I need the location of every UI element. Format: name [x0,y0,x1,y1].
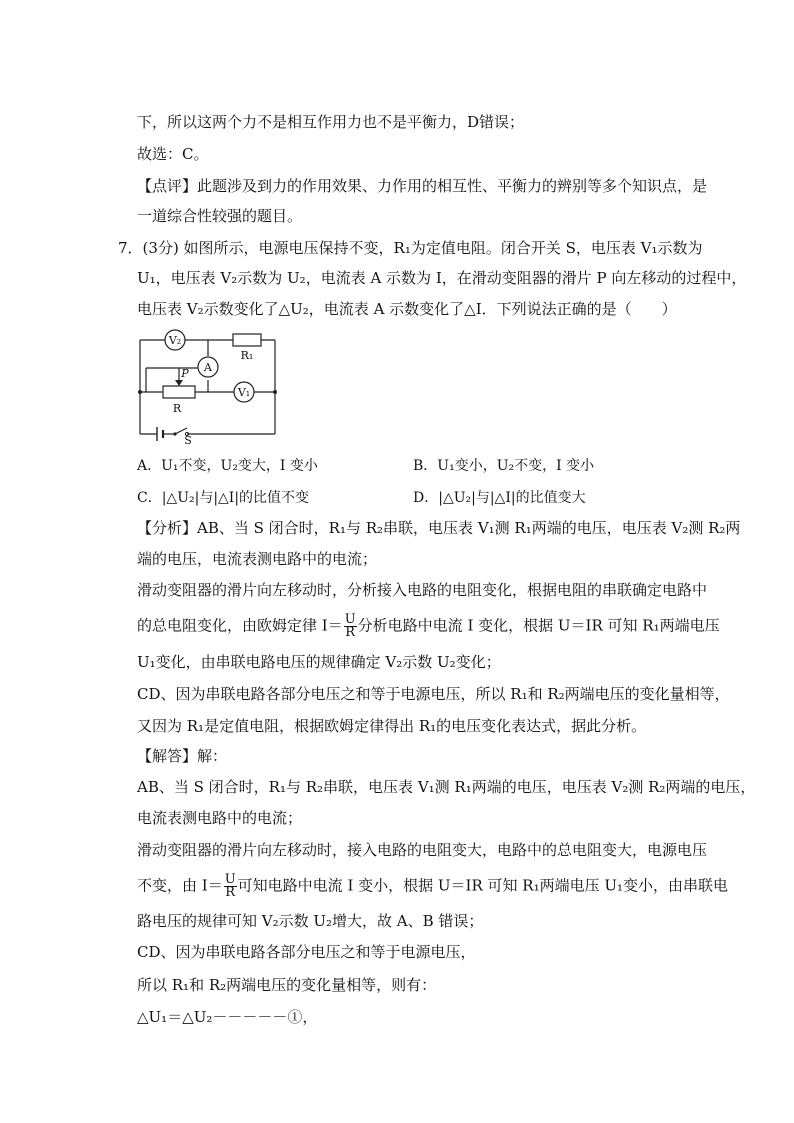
solution-line: 所以 R₁和 R₂两端电压的变化量相等，则有： [137,976,437,994]
voltmeter-v1-label: V₁ [237,386,251,399]
analysis-text: 的总电阻变化，由欧姆定律 I＝ [137,616,343,635]
question-7-line: U₁，电压表 V₂示数为 U₂，电流表 A 示数为 I，在滑动变阻器的滑片 P 向左移动的过程中， [137,269,747,287]
solution-line: CD、因为串联电路各部分电压之和等于电源电压， [137,943,476,961]
text-line: 故选：C。 [137,145,209,163]
solution-heading: 【解答】解： [137,747,228,765]
ohm-fraction [224,874,237,899]
voltmeter-v2-label: V₂ [168,334,182,347]
switch-s-label: S [184,434,192,444]
solution-text: 不变，由 I＝ [137,876,223,895]
solution-line [137,874,728,899]
solution-line: AB、当 S 闭合时，R₁与 R₂串联，电压表 V₁测 R₁两端的电压，电压表 V₂测 R₂两端的电压， [137,778,756,796]
question-7-line: 7．(3分) 如图所示，电源电压保持不变，R₁为定值电阻。闭合开关 S，电压表 V₁示数为 [118,239,703,257]
solution-text: 可知电路中电流 I 变小，根据 U＝IR 可知 R₁两端电压 U₁变小，由串联电 [237,876,729,895]
option-d: D．|△U₂|与|△I|的比值变大 [413,490,586,506]
fraction-denominator: R [345,625,356,640]
solution-line: 滑动变阻器的滑片向左移动时，接入电路的电阻变大，电路中的总电阻变大，电源电压 [137,841,708,859]
text-line: 下，所以这两个力不是相互作用力也不是平衡力，D错误； [137,113,525,131]
option-c: C．|△U₂|与|△I|的比值不变 [137,490,310,506]
slider-p-label: P [181,367,189,380]
analysis-line: 【分析】AB、当 S 闭合时，R₁与 R₂串联，电压表 V₁测 R₁两端的电压，电压表 V₂测 R₂两 [137,519,741,537]
rheostat-r-label: R [172,402,182,415]
solution-line: 电流表测电路中的电流； [137,809,303,827]
analysis-line: CD、因为串联电路各部分电压之和等于电源电压，所以 R₁和 R₂两端电压的变化量相等， [137,685,730,703]
analysis-line: 滑动变阻器的滑片向左移动时，分析接入电路的电阻变化，根据电阻的串联确定电路中 [137,581,708,599]
option-b: B．U₁变小，U₂不变，I 变小 [413,458,595,474]
ammeter-a-label: A [204,361,212,374]
analysis-line: 又因为 R₁是定值电阻，根据欧姆定律得出 R₁的电压变化表达式，据此分析。 [137,717,647,735]
resistor-r1-label: R₁ [240,349,254,362]
analysis-line [137,614,720,639]
analysis-text: 分析电路中电流 I 变化，根据 U＝IR 可知 R₁两端电压 [357,616,720,635]
ohm-fraction [344,614,357,639]
question-7-line: 电压表 V₂示数变化了△U₂，电流表 A 示数变化了△I．下列说法正确的是（ ） [137,300,677,318]
option-a: A．U₁不变，U₂变大，I 变小 [137,458,318,474]
solution-line: 路电压的规律可知 V₂示数 U₂增大，故 A、B 错误； [137,912,484,930]
fraction-numerator: U [224,872,236,887]
fraction-numerator: U [344,612,356,627]
fraction-denominator: R [225,885,236,900]
circuit-diagram [135,326,280,444]
analysis-line: 端的电压，电流表测电路中的电流； [137,550,378,568]
text-line: 【点评】此题涉及到力的作用效果、力作用的相互性、平衡力的辨别等多个知识点，是 [137,177,708,195]
analysis-line: U₁变化，由串联电路电压的规律确定 V₂示数 U₂变化； [137,653,501,671]
solution-line: △U₁＝△U₂－－－－－①， [137,1008,318,1026]
text-line: 一道综合性较强的题目。 [137,207,303,225]
